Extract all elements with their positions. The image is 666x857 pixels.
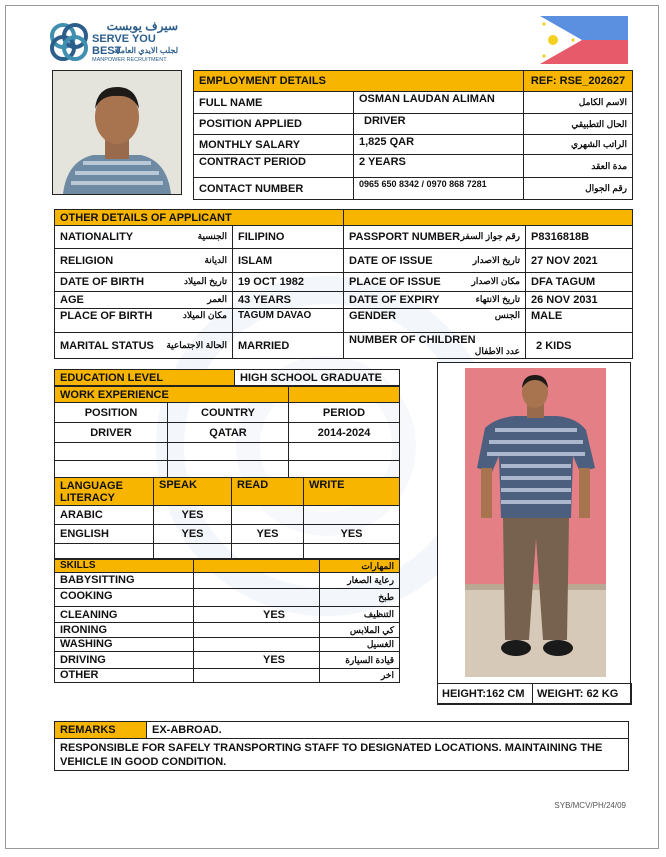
contact-label: CONTACT NUMBER <box>194 178 354 200</box>
contract-arabic: مدة العقد <box>524 155 633 178</box>
language-empty-row <box>55 544 154 559</box>
work-row-empty <box>55 443 168 461</box>
work-header-position: POSITION <box>55 403 168 423</box>
skills-table <box>54 559 400 683</box>
date-of-birth-label: DATE OF BIRTH تاريخ الميلاد <box>55 273 233 292</box>
gender-value: MALE <box>526 309 633 333</box>
skill-ironing-arabic: كي الملابس <box>320 623 400 638</box>
skill-cleaning: CLEANING <box>55 607 194 623</box>
contract-label: CONTRACT PERIOD <box>194 155 354 178</box>
language-empty-row <box>154 544 232 559</box>
work-experience-table <box>54 386 400 479</box>
logo-sub-arabic: لجلب الايدي العاملة <box>113 46 178 55</box>
skill-cooking-arabic: طبخ <box>320 589 400 607</box>
skill-other-value <box>194 669 320 683</box>
salary-label: MONTHLY SALARY <box>194 135 354 155</box>
place-of-issue-value: DFA TAGUM <box>526 273 633 292</box>
other-details-heading: OTHER DETAILS OF APPLICANT <box>55 210 344 226</box>
language-arabic: ARABIC <box>55 506 154 525</box>
date-of-birth-value: 19 OCT 1982 <box>233 273 344 292</box>
full-name-value: OSMAN LAUDAN ALIMAN <box>354 92 524 114</box>
skill-driving-arabic: قيادة السيارة <box>320 652 400 669</box>
marital-status-label: MARITAL STATUS الحالة الاجتماعية <box>55 333 233 359</box>
skills-heading-arabic: المهارات <box>320 560 400 573</box>
skill-babysitting: BABYSITTING <box>55 573 194 589</box>
arabic-read <box>232 506 304 525</box>
english-speak: YES <box>154 525 232 544</box>
english-write: YES <box>304 525 400 544</box>
work-row-empty <box>289 461 400 479</box>
company-logo <box>48 19 178 67</box>
contact-value: 0965 650 8342 / 0970 868 7281 <box>354 178 524 200</box>
date-of-expiry-label: DATE OF EXPIRY تاريخ الانتهاء <box>344 292 526 309</box>
body-measurements-table <box>437 683 632 705</box>
full-name-label: FULL NAME <box>194 92 354 114</box>
salary-arabic: الراتب الشهري <box>524 135 633 155</box>
skill-ironing-value <box>194 623 320 638</box>
skills-heading-blank <box>194 560 320 573</box>
children-value: 2 KIDS <box>526 333 633 359</box>
education-table <box>54 369 400 386</box>
skill-driving-value: YES <box>194 652 320 669</box>
weight-value: WEIGHT: 62 KG <box>533 684 632 705</box>
language-header-read: READ <box>232 478 304 506</box>
contract-value: 2 YEARS <box>354 155 524 178</box>
logo-knot-icon <box>48 21 90 63</box>
footer-document-code: SYB/MCV/PH/24/09 <box>554 801 626 810</box>
place-of-birth-value: TAGUM DAVAO <box>233 309 344 333</box>
date-of-issue-label: DATE OF ISSUE تاريخ الاصدار <box>344 249 526 273</box>
reference-number: REF: RSE_202627 <box>524 71 633 92</box>
work-row-empty <box>168 461 289 479</box>
work-experience-heading: WORK EXPERIENCE <box>55 387 289 403</box>
passport-label: PASSPORT NUMBER رقم جواز السفر <box>344 226 526 249</box>
gender-label: GENDER الجنس <box>344 309 526 333</box>
education-value: HIGH SCHOOL GRADUATE <box>235 370 400 386</box>
remarks-description: RESPONSIBLE FOR SAFELY TRANSPORTING STAFF TO DESIGNATED LOCATIONS. MAINTAINING THE VEHICLE IN GOOD CONDITION. <box>55 739 629 771</box>
logo-english: SERVE YOU BEST <box>92 33 156 57</box>
place-of-issue-label: PLACE OF ISSUE مكان الاصدار <box>344 273 526 292</box>
full-body-photo-frame <box>437 362 631 704</box>
employment-details-table <box>193 70 633 200</box>
religion-value: ISLAM <box>233 249 344 273</box>
remarks-label: REMARKS <box>55 722 147 739</box>
employment-details-heading: EMPLOYMENT DETAILS <box>194 71 524 92</box>
skills-heading: SKILLS <box>55 560 194 573</box>
date-of-expiry-value: 26 NOV 2031 <box>526 292 633 309</box>
height-value: HEIGHT:162 CM <box>438 684 533 705</box>
language-header-speak: SPEAK <box>154 478 232 506</box>
age-label: AGE العمر <box>55 292 233 309</box>
marital-status-value: MARRIED <box>233 333 344 359</box>
skill-cooking: COOKING <box>55 589 194 607</box>
age-value: 43 YEARS <box>233 292 344 309</box>
other-details-heading-blank <box>344 210 633 226</box>
religion-label: RELIGION الديانة <box>55 249 233 273</box>
position-arabic: الحال التطبيقي <box>524 114 633 135</box>
skill-other: OTHER <box>55 669 194 683</box>
nationality-label: NATIONALITY الجنسية <box>55 226 233 249</box>
applicant-full-body-photo <box>465 368 606 677</box>
logo-arabic: سيرف يوبست <box>106 19 178 33</box>
logo-sub-english: MANPOWER RECRUITMENT <box>92 57 167 63</box>
language-empty-row <box>304 544 400 559</box>
skill-washing: WASHING <box>55 638 194 652</box>
remarks-table <box>54 721 629 771</box>
philippines-flag-icon <box>540 16 628 64</box>
work-row-period: 2014-2024 <box>289 423 400 443</box>
cv-page <box>5 5 659 849</box>
salary-value: 1,825 QAR <box>354 135 524 155</box>
work-row-position: DRIVER <box>55 423 168 443</box>
language-heading: LANGUAGE LITERACY <box>55 478 154 506</box>
work-row-country: QATAR <box>168 423 289 443</box>
arabic-speak: YES <box>154 506 232 525</box>
skill-driving: DRIVING <box>55 652 194 669</box>
language-header-write: WRITE <box>304 478 400 506</box>
remarks-value: EX-ABROAD. <box>147 722 629 739</box>
other-details-table <box>54 209 633 359</box>
position-value: DRIVER <box>354 114 524 135</box>
work-experience-heading-blank <box>289 387 400 403</box>
language-table <box>54 477 400 559</box>
place-of-birth-label: PLACE OF BIRTH مكان الميلاد <box>55 309 233 333</box>
passport-value: P8316818B <box>526 226 633 249</box>
children-label: NUMBER OF CHILDREN عدد الاطفال <box>344 333 526 359</box>
contact-arabic: رقم الجوال <box>524 178 633 200</box>
full-name-arabic: الاسم الكامل <box>524 92 633 114</box>
skill-cooking-value <box>194 589 320 607</box>
applicant-headshot <box>52 70 182 195</box>
education-label: EDUCATION LEVEL <box>55 370 235 386</box>
skill-babysitting-arabic: رعاية الصغار <box>320 573 400 589</box>
arabic-write <box>304 506 400 525</box>
english-read: YES <box>232 525 304 544</box>
language-english: ENGLISH <box>55 525 154 544</box>
skill-ironing: IRONING <box>55 623 194 638</box>
language-empty-row <box>232 544 304 559</box>
position-label: POSITION APPLIED <box>194 114 354 135</box>
nationality-value: FILIPINO <box>233 226 344 249</box>
date-of-issue-value: 27 NOV 2021 <box>526 249 633 273</box>
work-header-period: PERIOD <box>289 403 400 423</box>
skill-other-arabic: اخر <box>320 669 400 683</box>
skill-cleaning-arabic: التنظيف <box>320 607 400 623</box>
work-row-empty <box>55 461 168 479</box>
skill-babysitting-value <box>194 573 320 589</box>
work-header-country: COUNTRY <box>168 403 289 423</box>
work-row-empty <box>289 443 400 461</box>
skill-cleaning-value: YES <box>194 607 320 623</box>
skill-washing-arabic: الغسيل <box>320 638 400 652</box>
skill-washing-value <box>194 638 320 652</box>
work-row-empty <box>168 443 289 461</box>
